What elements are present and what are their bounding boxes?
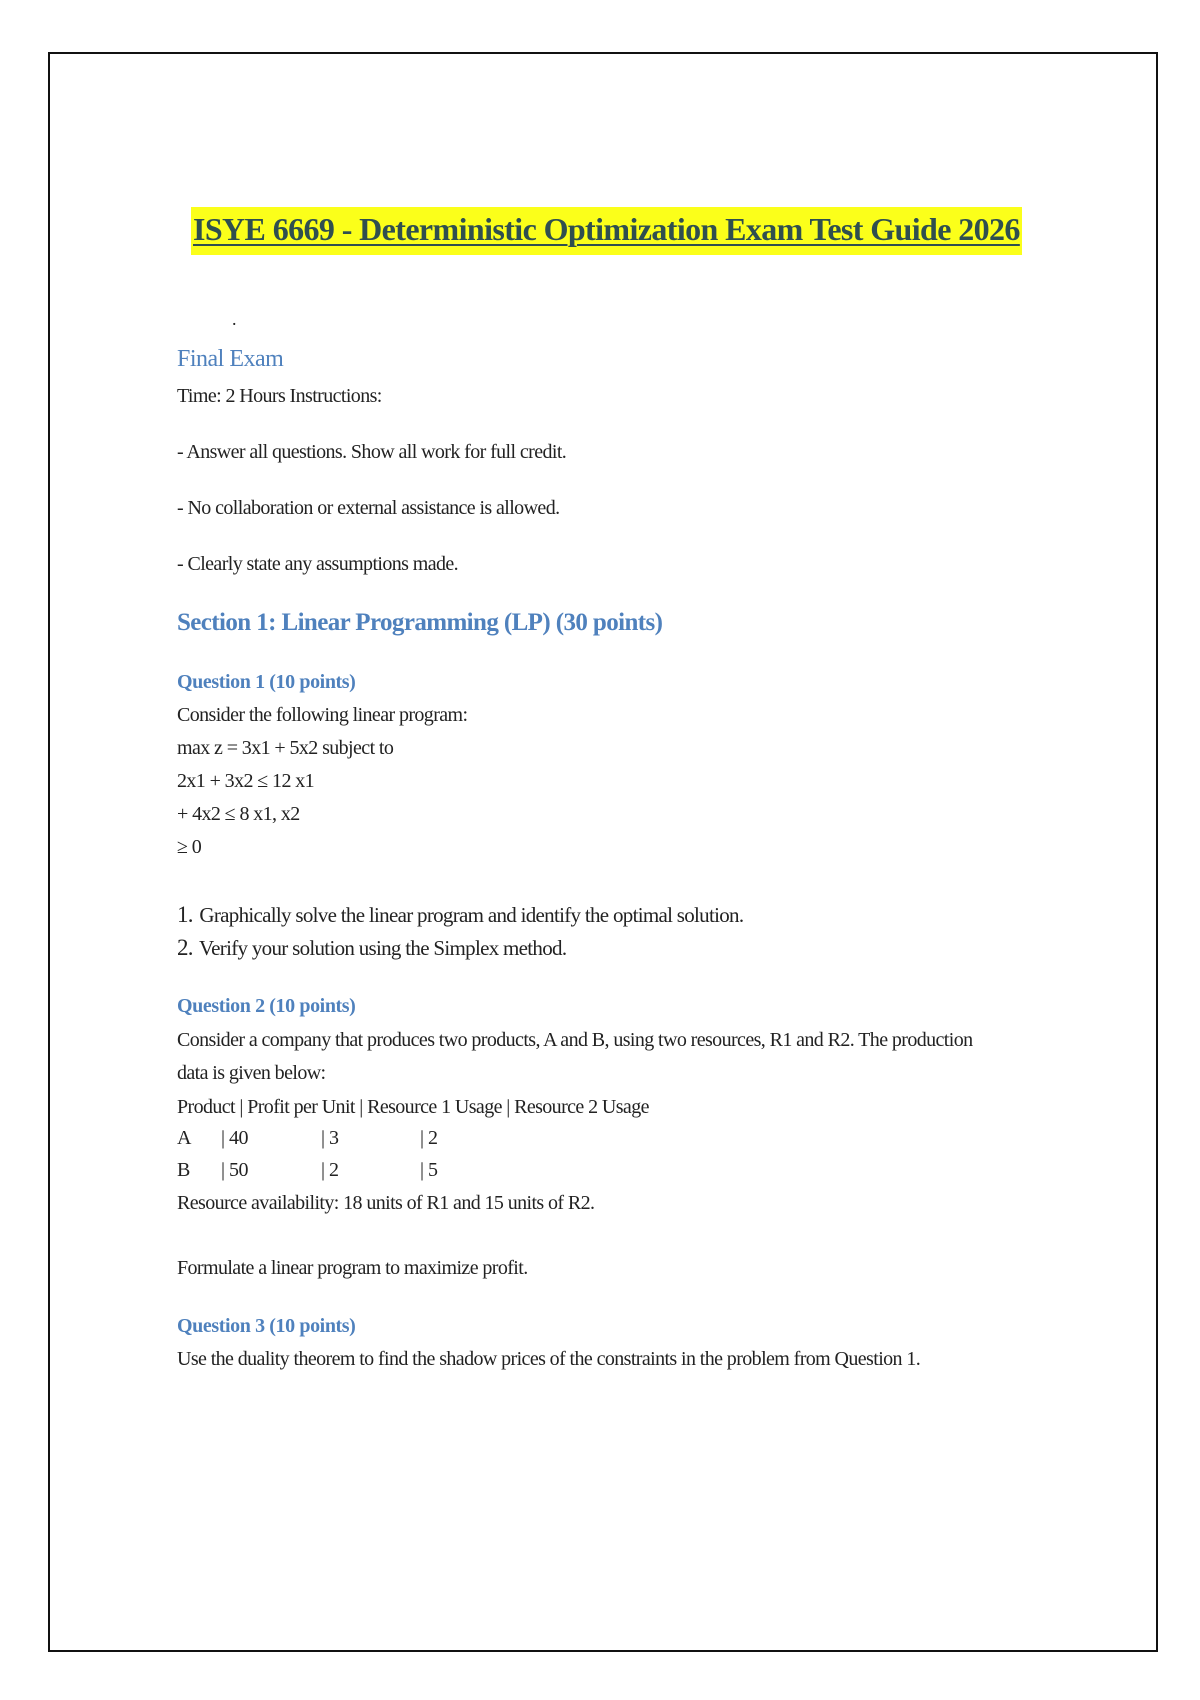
- time-line: Time: 2 Hours Instructions:: [177, 385, 382, 407]
- instruction-2: - No collaboration or external assistance is allowed.: [177, 497, 560, 519]
- row-a-r1: | 3: [321, 1127, 339, 1149]
- q1-line-5: ≥ 0: [177, 836, 202, 858]
- q1-task-2-number: 2.: [177, 935, 193, 960]
- q1-task-1: [177, 901, 743, 929]
- instruction-1: - Answer all questions. Show all work for full credit.: [177, 441, 567, 463]
- document-title: ISYE 6669 - Deterministic Optimization Exam Test Guide 2026: [191, 207, 1022, 255]
- q1-line-4: + 4x2 ≤ 8 x1, x2: [177, 803, 300, 825]
- section-heading: Section 1: Linear Programming (LP) (30 points): [177, 609, 663, 636]
- exam-heading: Final Exam: [177, 346, 284, 372]
- q2-availability: Resource availability: 18 units of R1 and 15 units of R2.: [177, 1192, 595, 1214]
- q1-line-1: Consider the following linear program:: [177, 704, 468, 726]
- q2-intro-line-2: data is given below:: [177, 1062, 326, 1084]
- page-border: [48, 52, 1158, 1652]
- q1-task-2: [177, 934, 566, 962]
- q1-line-3: 2x1 + 3x2 ≤ 12 x1: [177, 770, 315, 792]
- q1-line-2: max z = 3x1 + 5x2 subject to: [177, 737, 394, 759]
- row-b-r2: | 5: [420, 1159, 438, 1181]
- q2-heading: Question 2 (10 points): [177, 995, 356, 1017]
- row-b-r1: | 2: [321, 1159, 339, 1181]
- stray-mark: .: [232, 309, 237, 329]
- row-b-profit: | 50: [221, 1159, 249, 1181]
- row-b-product: B: [177, 1159, 190, 1181]
- q3-heading: Question 3 (10 points): [177, 1315, 356, 1337]
- row-a-profit: | 40: [221, 1127, 249, 1149]
- q1-task-1-text: Graphically solve the linear program and identify the optimal solution.: [199, 903, 744, 927]
- q1-task-1-number: 1.: [177, 902, 193, 927]
- q2-table-header: Product | Profit per Unit | Resource 1 Usage | Resource 2 Usage: [177, 1096, 649, 1118]
- q2-task: Formulate a linear program to maximize profit.: [177, 1257, 528, 1279]
- title-wrap: [191, 207, 1022, 255]
- q3-text: Use the duality theorem to find the shadow prices of the constraints in the problem from Question 1.: [177, 1348, 921, 1370]
- row-a-product: A: [177, 1127, 191, 1149]
- q1-heading: Question 1 (10 points): [177, 671, 356, 693]
- instruction-3: - Clearly state any assumptions made.: [177, 553, 459, 575]
- row-a-r2: | 2: [420, 1127, 438, 1149]
- q2-intro-line-1: Consider a company that produces two products, A and B, using two resources, R1 and R2. The production: [177, 1029, 973, 1051]
- q1-task-2-text: Verify your solution using the Simplex method.: [199, 936, 567, 960]
